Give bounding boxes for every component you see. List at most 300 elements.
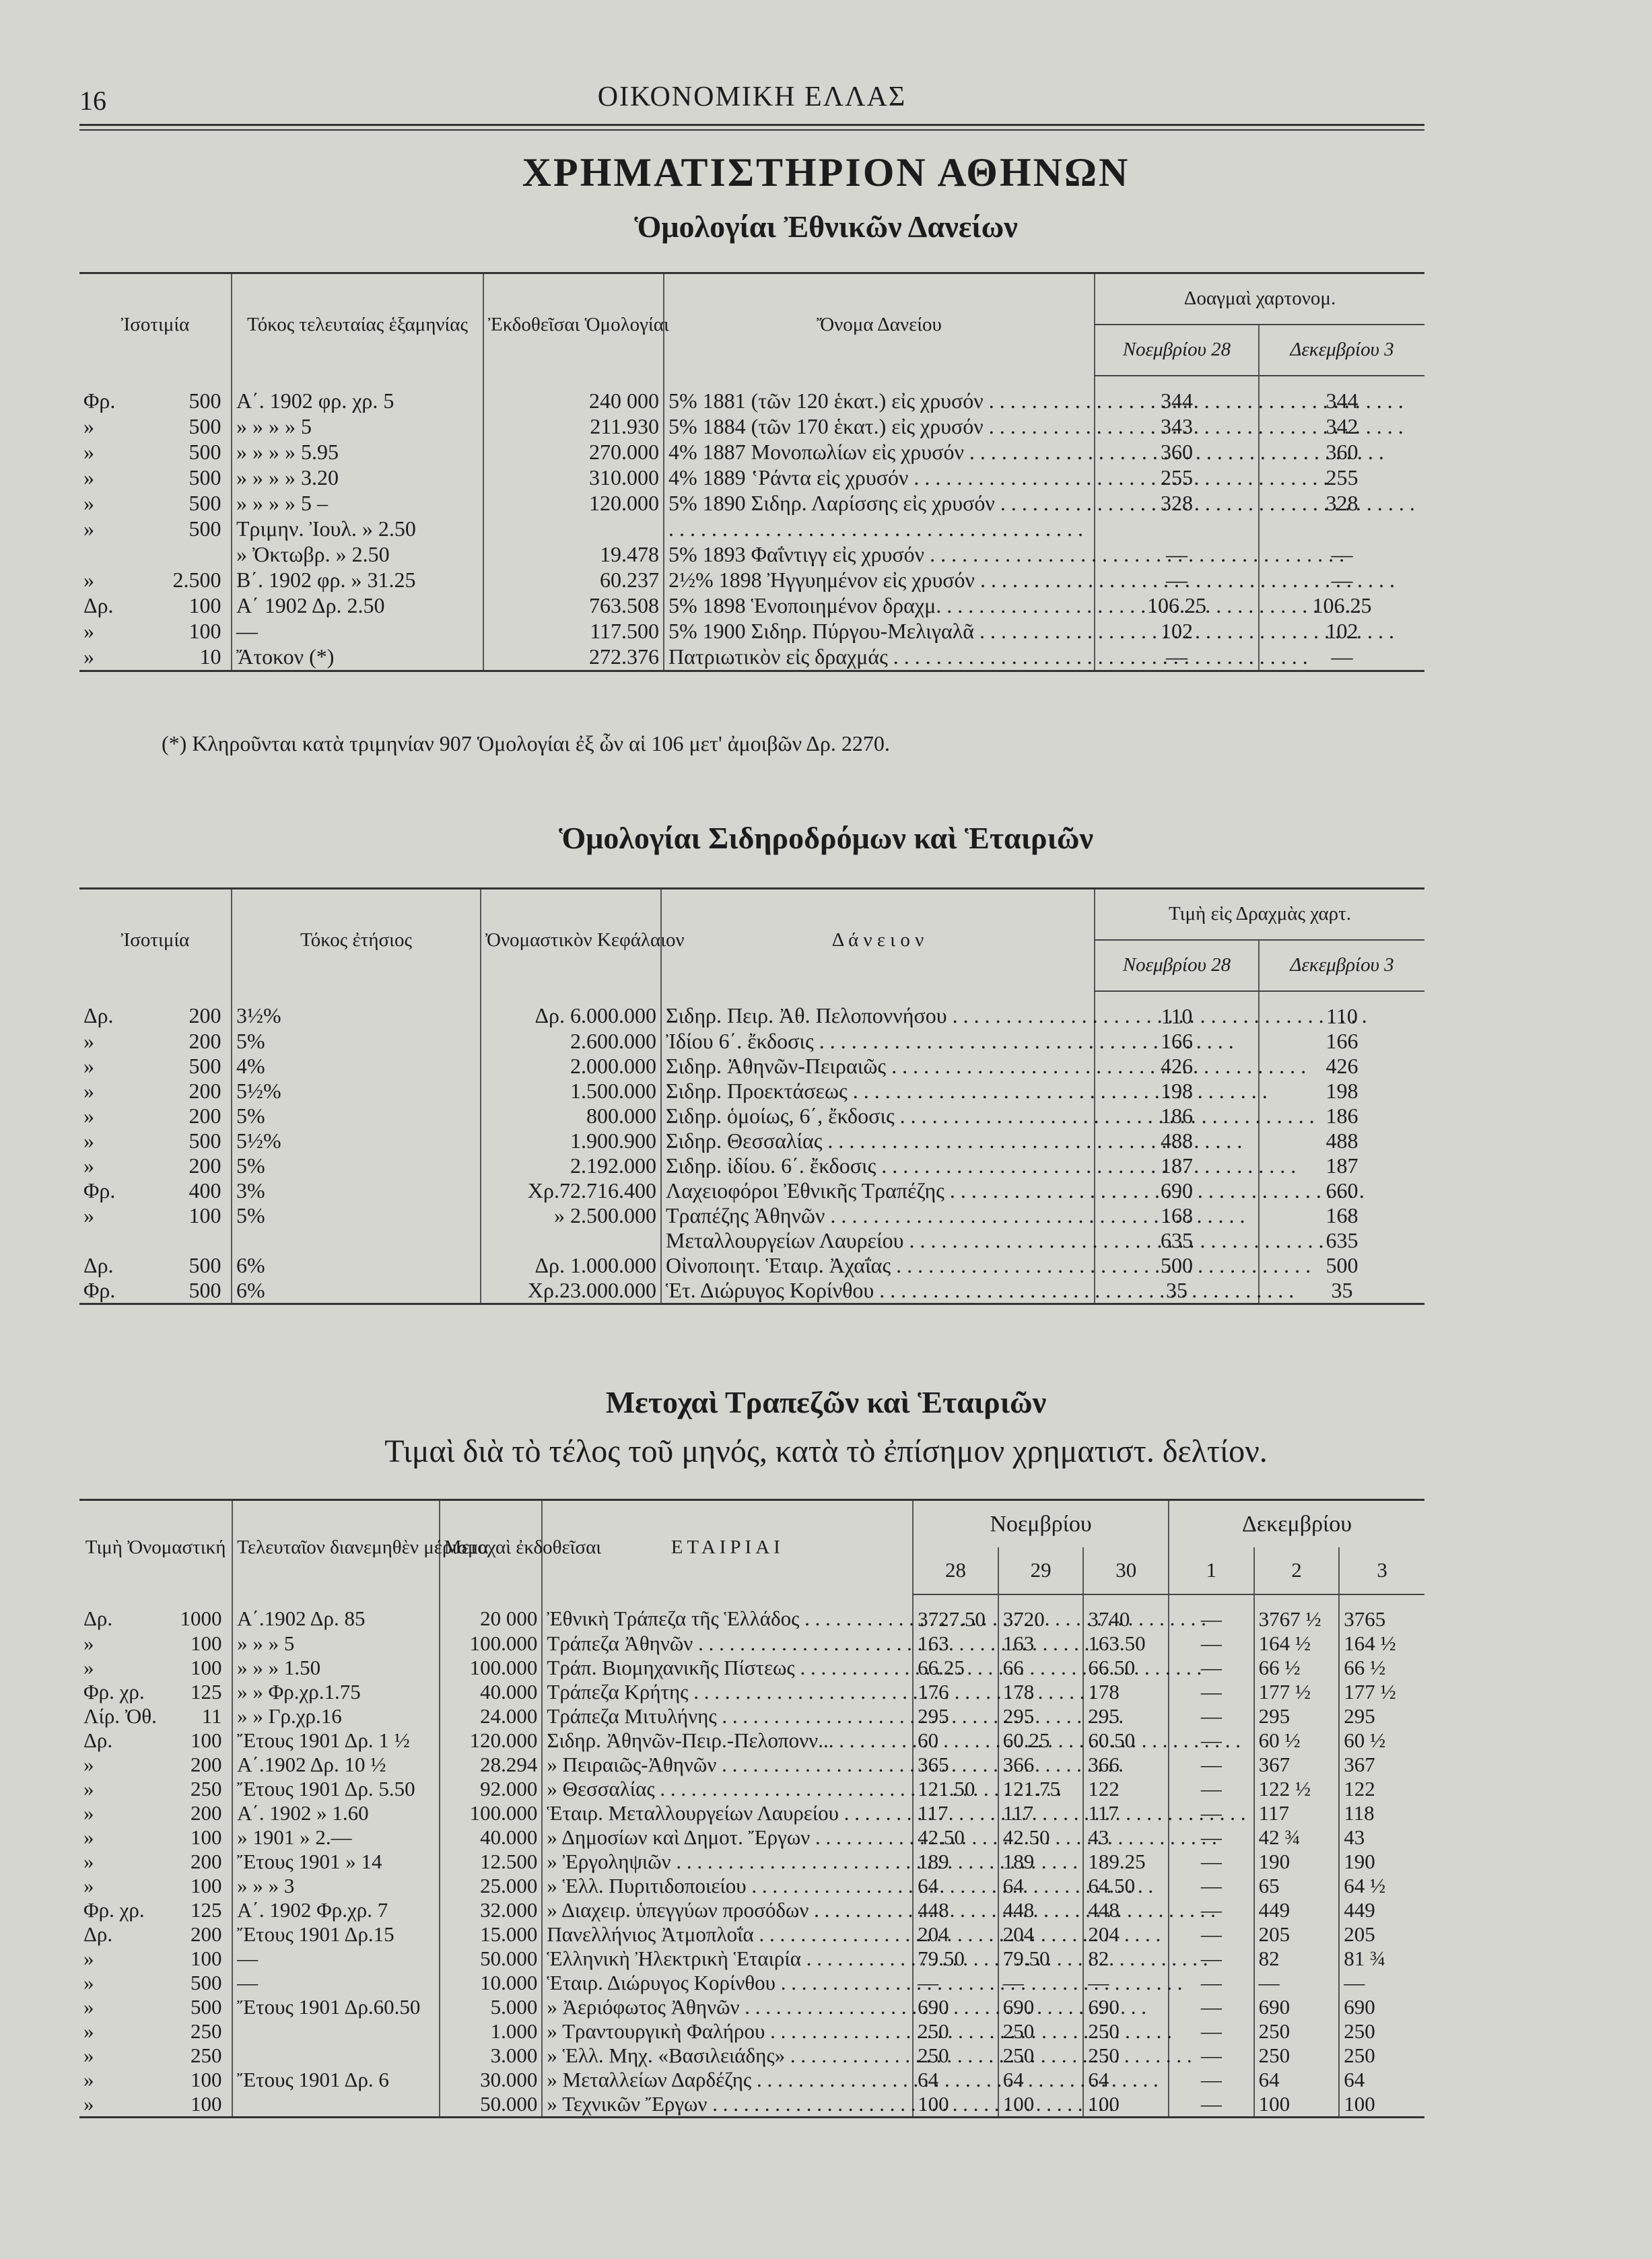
currency-label: » xyxy=(83,1873,94,1897)
par-label: 100 xyxy=(191,1631,222,1655)
coupon-cell: » » » » 5 – xyxy=(232,491,483,516)
par-label: 200 xyxy=(188,1153,221,1178)
nov30-cell: 690 xyxy=(1083,1995,1169,2019)
col-dec: Δεκεμβρίου 3 xyxy=(1259,940,1424,991)
dec3-cell: 100 xyxy=(1339,2092,1424,2118)
rate-cell: 5% xyxy=(232,1104,481,1128)
dec2-cell: 205 xyxy=(1254,1922,1340,1947)
company-name-cell: » Μεταλλείων Δαρδέζης . . . xyxy=(542,2068,913,2092)
loan-name-cell: 5% 1890 Σιδηρ. Λαρίσσης εἰς χρυσόν . . . xyxy=(664,491,1095,516)
nov30-cell: 3740 xyxy=(1083,1594,1169,1631)
nov-price-cell: 168 xyxy=(1095,1203,1259,1228)
par-label: 200 xyxy=(188,1003,221,1027)
company-name-cell: Ἑλληνικὴ Ἠλεκτρικὴ Ἑταιρία . . . xyxy=(542,1947,913,1971)
company-name-cell: » Δημοσίων καὶ Δημοτ. Ἔργων . . . xyxy=(542,1825,913,1850)
par-value-cell xyxy=(79,1850,232,1874)
table-row xyxy=(79,1922,1424,1947)
company-name-cell: » Θεσσαλίας . . . xyxy=(542,1777,913,1801)
loan-name-cell xyxy=(664,516,1095,542)
par-label: 1000 xyxy=(180,1607,222,1630)
table-row xyxy=(79,644,1424,671)
dec-price-cell: 102 xyxy=(1259,619,1424,644)
loan-name-cell: Σιδηρ. ὁμοίως, 6΄, ἔκδοσις . . . xyxy=(661,1104,1095,1128)
table-row xyxy=(79,1656,1424,1680)
dec3-cell: 81 ¾ xyxy=(1339,1947,1424,1971)
par-label: 250 xyxy=(191,2043,222,2067)
dec1-cell: — xyxy=(1169,1898,1254,1922)
dividend-cell xyxy=(232,2019,440,2044)
nov-price-cell: — xyxy=(1095,568,1259,593)
dec1-cell: — xyxy=(1169,1971,1254,1995)
nov28-cell: 79.50 xyxy=(913,1947,998,1971)
currency-label: » xyxy=(83,1849,94,1873)
table-row xyxy=(79,1874,1424,1898)
nov30-cell: 250 xyxy=(1083,2044,1169,2068)
dec3-cell: 690 xyxy=(1339,1995,1424,2019)
dec2-cell: 42 ¾ xyxy=(1254,1825,1340,1850)
table-row xyxy=(79,1728,1424,1753)
par-value-cell xyxy=(79,2044,232,2068)
currency-label: » xyxy=(83,1776,94,1800)
dec3-cell: 250 xyxy=(1339,2019,1424,2044)
table-row xyxy=(79,1228,1424,1253)
dec-price-cell: 255 xyxy=(1259,465,1424,491)
table-row xyxy=(79,1995,1424,2019)
nov30-cell: 43 xyxy=(1083,1825,1169,1850)
issued-cell: 270.000 xyxy=(483,440,664,465)
nov30-cell: 122 xyxy=(1083,1777,1169,1801)
dec3-cell: 43 xyxy=(1339,1825,1424,1850)
table-row xyxy=(79,414,1424,440)
dec2-cell: 449 xyxy=(1254,1898,1340,1922)
coupon-cell: — xyxy=(232,619,483,644)
dividend-cell: Α΄. 1902 Φρ.χρ. 7 xyxy=(232,1898,440,1922)
currency-label: » xyxy=(83,2019,94,2043)
table-row xyxy=(79,1753,1424,1777)
capital-cell: Χρ.72.716.400 xyxy=(481,1178,661,1203)
nov28-cell: 117 xyxy=(913,1801,998,1825)
dec1-cell: — xyxy=(1169,1825,1254,1850)
dividend-cell: » » » 5 xyxy=(232,1631,440,1656)
par-value-cell xyxy=(79,1825,232,1850)
table-row xyxy=(79,1203,1424,1228)
dec1-cell: — xyxy=(1169,2019,1254,2044)
par-value-cell xyxy=(79,542,232,568)
loan-name-cell: 2½% 1898 Ἠγγυημένον εἰς χρυσόν . . . xyxy=(664,568,1095,593)
nov29-cell: 250 xyxy=(998,2019,1084,2044)
dec2-cell: 250 xyxy=(1254,2044,1340,2068)
currency-label: » xyxy=(83,2067,94,2091)
capital-cell: 2.192.000 xyxy=(481,1153,661,1178)
loan-name-cell: Σιδηρ. Πειρ. Ἀθ. Πελοποννήσου . . . xyxy=(661,991,1095,1029)
issued-cell: 117.500 xyxy=(483,619,664,644)
nov28-cell: 250 xyxy=(913,2019,998,2044)
col-par: Ἰσοτιμία xyxy=(121,929,190,951)
nov-price-cell: 426 xyxy=(1095,1054,1259,1079)
coupon-cell: » » » » 3.20 xyxy=(232,465,483,491)
dividend-cell: Ἔτους 1901 Δρ. 1 ½ xyxy=(232,1728,440,1753)
issued-cell: 19.478 xyxy=(483,542,664,568)
table-row xyxy=(79,1825,1424,1850)
dec-price-cell: 168 xyxy=(1259,1203,1424,1228)
dec1-cell: — xyxy=(1169,1656,1254,1680)
shares-cell: 32.000 xyxy=(440,1898,543,1922)
par-value-cell xyxy=(79,1128,232,1153)
company-name-cell: Ἐθνικὴ Τράπεζα τῆς Ἑλλάδος . . . xyxy=(542,1594,913,1631)
company-name-cell: » Ἀεριόφωτος Ἀθηνῶν . . . xyxy=(542,1995,913,2019)
dec-price-cell: 660 xyxy=(1259,1178,1424,1203)
par-label: 500 xyxy=(191,1994,222,2019)
nov28-cell: 176 xyxy=(913,1680,998,1704)
loan-name-cell: 5% 1900 Σιδηρ. Πύργου-Μελιγαλᾶ . . . xyxy=(664,619,1095,644)
rate-cell: 4% xyxy=(232,1054,481,1079)
par-label: 200 xyxy=(191,1849,222,1873)
col-day: 2 xyxy=(1254,1547,1340,1594)
dec2-cell: 690 xyxy=(1254,1995,1340,2019)
header-rule-second xyxy=(79,129,1424,131)
loan-name-cell: Σιδηρ. ἰδίου. 6΄. ἔκδοσις . . . xyxy=(661,1153,1095,1178)
issued-cell: 763.508 xyxy=(483,593,664,619)
dec-price-cell: 186 xyxy=(1259,1104,1424,1128)
dec3-cell: — xyxy=(1339,1971,1424,1995)
nov29-cell: — xyxy=(998,1971,1084,1995)
nov29-cell: 64 xyxy=(998,2068,1084,2092)
nov30-cell: 250 xyxy=(1083,2019,1169,2044)
dec2-cell: 367 xyxy=(1254,1753,1340,1777)
par-label: 2.500 xyxy=(172,568,221,592)
shares-cell: 5.000 xyxy=(440,1995,543,2019)
nov-price-cell: 106.25 xyxy=(1095,593,1259,619)
dividend-cell: » 1901 » 2.— xyxy=(232,1825,440,1850)
nov-price-cell: 110 xyxy=(1095,991,1259,1029)
table-row xyxy=(79,1971,1424,1995)
loan-name-cell: Πατριωτικὸν εἰς δραχμάς . . . xyxy=(664,644,1095,671)
loan-name-cell: Ἑτ. Διώρυγος Κορίνθου . . . xyxy=(661,1278,1095,1304)
nov-price-cell: 35 xyxy=(1095,1278,1259,1304)
par-label: 500 xyxy=(188,1053,221,1078)
table-row xyxy=(79,1128,1424,1153)
dec2-cell: 295 xyxy=(1254,1704,1340,1728)
currency-label: » xyxy=(83,1752,94,1776)
shares-cell: 12.500 xyxy=(440,1850,543,1874)
dividend-cell: Α΄.1902 Δρ. 85 xyxy=(232,1594,440,1631)
nov28-cell: 66.25 xyxy=(913,1656,998,1680)
capital-cell: 2.600.000 xyxy=(481,1029,661,1054)
main-title: ΧΡΗΜΑΤΙΣΤΗΡΙΟΝ ΑΘΗΝΩΝ xyxy=(522,150,1130,195)
company-name-cell: Ἑταιρ. Διώρυγος Κορίνθου . . . xyxy=(542,1971,913,1995)
company-name-cell: » Πειραιῶς-Ἀθηνῶν . . . xyxy=(542,1753,913,1777)
par-label: 500 xyxy=(191,1970,222,1994)
par-value-cell xyxy=(79,1631,232,1656)
dec3-cell: 295 xyxy=(1339,1704,1424,1728)
table-row xyxy=(79,542,1424,568)
table-row xyxy=(79,1801,1424,1825)
nov29-cell: 178 xyxy=(998,1680,1084,1704)
dec2-cell: 164 ½ xyxy=(1254,1631,1340,1656)
nov29-cell: 66 xyxy=(998,1656,1084,1680)
col-group-dec: Δεκεμβρίου xyxy=(1169,1500,1424,1547)
table-row xyxy=(79,440,1424,465)
table-row xyxy=(79,568,1424,593)
table-row xyxy=(79,619,1424,644)
par-label: 100 xyxy=(191,1655,222,1679)
currency-label: » xyxy=(83,1970,94,1994)
nov29-cell: 189 xyxy=(998,1850,1084,1874)
nov-price-cell: 187 xyxy=(1095,1153,1259,1178)
dec2-cell: 3767 ½ xyxy=(1254,1594,1340,1631)
nov-price-cell: 500 xyxy=(1095,1253,1259,1278)
par-value-cell xyxy=(79,1898,232,1922)
currency-label: » xyxy=(83,491,94,515)
issued-cell xyxy=(483,516,664,542)
company-name-cell: Σιδηρ. Ἀθηνῶν-Πειρ.-Πελοπονν... . . . xyxy=(542,1728,913,1753)
loan-name-cell: Λαχειοφόροι Ἐθνικῆς Τραπέζης . . . xyxy=(661,1178,1095,1203)
capital-cell: 1.900.900 xyxy=(481,1128,661,1153)
par-value-cell xyxy=(79,376,232,414)
dec2-cell: 60 ½ xyxy=(1254,1728,1340,1753)
table-row xyxy=(79,1704,1424,1728)
loan-name-cell: Τραπέζης Ἀθηνῶν . . . xyxy=(661,1203,1095,1228)
col-group-prices: Τιμὴ εἰς Δραχμὰς χαρτ. xyxy=(1095,889,1424,940)
issued-cell: 272.376 xyxy=(483,644,664,671)
dividend-cell: » » Φρ.χρ.1.75 xyxy=(232,1680,440,1704)
currency-label: » xyxy=(83,1825,94,1849)
shares-cell: 100.000 xyxy=(440,1631,543,1656)
dec1-cell: — xyxy=(1169,1922,1254,1947)
footnote: (*) Κληροῦνται κατὰ τριμηνίαν 907 Ὁμολογίαι ἐξ ὧν αἱ 106 μετ' ἀμοιβῶν Δρ. 2270. xyxy=(162,731,890,755)
dividend-cell: Ἔτους 1901 Δρ.60.50 xyxy=(232,1995,440,2019)
loan-name-cell: 5% 1893 Φαΐντιγγ εἰς χρυσόν . . . xyxy=(664,542,1095,568)
nov-price-cell: — xyxy=(1095,542,1259,568)
par-label: 10 xyxy=(199,644,221,669)
par-value-cell xyxy=(79,1704,232,1728)
dec-price-cell: 187 xyxy=(1259,1153,1424,1178)
dec-price-cell: 35 xyxy=(1259,1278,1424,1304)
table-row xyxy=(79,1594,1424,1631)
rate-cell: 6% xyxy=(232,1253,481,1278)
currency-label: » xyxy=(83,568,94,592)
table-row xyxy=(79,1680,1424,1704)
par-value-cell xyxy=(79,1753,232,1777)
col-day: 3 xyxy=(1339,1547,1424,1594)
col-loan-name: Ὄνομα Δανείου xyxy=(664,273,1095,376)
shares-cell: 28.294 xyxy=(440,1753,543,1777)
nov-price-cell: 344 xyxy=(1095,376,1259,414)
par-label: 200 xyxy=(191,1752,222,1776)
nov30-cell: 295 xyxy=(1083,1704,1169,1728)
par-value-cell xyxy=(79,516,232,542)
par-label: 11 xyxy=(201,1704,222,1728)
par-value-cell xyxy=(79,1995,232,2019)
par-label: 400 xyxy=(188,1178,221,1203)
par-value-cell xyxy=(79,593,232,619)
col-issued: Ἐκδοθεῖσαι Ὁμολογίαι xyxy=(483,273,664,376)
par-label: 200 xyxy=(191,1800,222,1825)
dec-price-cell: 342 xyxy=(1259,414,1424,440)
nov30-cell: 66.50 xyxy=(1083,1656,1169,1680)
nov29-cell: 3720 xyxy=(998,1594,1084,1631)
dec-price-cell: 198 xyxy=(1259,1079,1424,1104)
dec3-cell: 250 xyxy=(1339,2044,1424,2068)
shares-cell: 30.000 xyxy=(440,2068,543,2092)
dividend-cell xyxy=(232,2092,440,2118)
par-label: 500 xyxy=(188,491,221,515)
loan-name-cell: Σιδηρ. Θεσσαλίας . . . xyxy=(661,1128,1095,1153)
par-label: 500 xyxy=(188,1277,221,1302)
dividend-cell: Α΄.1902 Δρ. 10 ½ xyxy=(232,1753,440,1777)
nov30-cell: 448 xyxy=(1083,1898,1169,1922)
rate-cell: 5½% xyxy=(232,1128,481,1153)
dividend-cell: — xyxy=(232,1971,440,1995)
table-row xyxy=(79,2044,1424,2068)
dec-price-cell: 500 xyxy=(1259,1253,1424,1278)
currency-label: » xyxy=(83,1053,94,1078)
dividend-cell xyxy=(232,2044,440,2068)
dec2-cell: 122 ½ xyxy=(1254,1777,1340,1801)
dec3-cell: 205 xyxy=(1339,1922,1424,1947)
nov-price-cell: 328 xyxy=(1095,491,1259,516)
section1-title: Ὁμολογίαι Ἐθνικῶν Δανείων xyxy=(634,209,1018,244)
col-nov: Νοεμβρίου 28 xyxy=(1095,940,1259,991)
nov28-cell: 189 xyxy=(913,1850,998,1874)
col-group-prices: Δοαγμαὶ χαρτονομ. xyxy=(1095,273,1424,325)
table-row xyxy=(79,1631,1424,1656)
col-group-nov: Νοεμβρίου xyxy=(913,1500,1169,1547)
par-label: 100 xyxy=(191,1946,222,1970)
currency-label: » xyxy=(83,1128,94,1153)
col-companies: ΕΤΑΙΡΙΑΙ xyxy=(542,1500,913,1594)
table-row xyxy=(79,376,1424,414)
table-row xyxy=(79,1079,1424,1104)
shares-cell: 100.000 xyxy=(440,1656,543,1680)
dec2-cell: 66 ½ xyxy=(1254,1656,1340,1680)
nov28-cell: 121.50 xyxy=(913,1777,998,1801)
rate-cell: 5% xyxy=(232,1153,481,1178)
page-header xyxy=(79,73,1424,135)
dec1-cell: — xyxy=(1169,1680,1254,1704)
shares-cell: 24.000 xyxy=(440,1704,543,1728)
par-value-cell xyxy=(79,1594,232,1631)
par-value-cell xyxy=(79,1178,232,1203)
table-row xyxy=(79,593,1424,619)
nov-price-cell: 255 xyxy=(1095,465,1259,491)
nov30-cell: — xyxy=(1083,1971,1169,1995)
nov28-cell: 250 xyxy=(913,2044,998,2068)
dec1-cell: — xyxy=(1169,1947,1254,1971)
nov-price-cell: 102 xyxy=(1095,619,1259,644)
dec2-cell: — xyxy=(1254,1971,1340,1995)
nov30-cell: 366 xyxy=(1083,1753,1169,1777)
dec3-cell: 66 ½ xyxy=(1339,1656,1424,1680)
rate-cell: 5½% xyxy=(232,1079,481,1104)
nov-price-cell: 488 xyxy=(1095,1128,1259,1153)
table-row xyxy=(79,1104,1424,1128)
currency-label: Δρ. xyxy=(83,1252,114,1277)
par-label: 200 xyxy=(188,1028,221,1053)
shares-cell: 15.000 xyxy=(440,1922,543,1947)
loan-name-cell: 5% 1881 (τῶν 120 ἑκατ.) εἰς χρυσόν . . . xyxy=(664,376,1095,414)
shares-cell: 92.000 xyxy=(440,1777,543,1801)
shares-cell: 40.000 xyxy=(440,1825,543,1850)
dec1-cell: — xyxy=(1169,1850,1254,1874)
dec3-cell: 64 ½ xyxy=(1339,1874,1424,1898)
dividend-cell: » » » 3 xyxy=(232,1874,440,1898)
capital-cell: 1.500.000 xyxy=(481,1079,661,1104)
dec2-cell: 65 xyxy=(1254,1874,1340,1898)
company-name-cell: » Διαχειρ. ὑπεγγύων προσόδων . . . xyxy=(542,1898,913,1922)
loan-name-cell: 5% 1898 Ἑνοποιημένον δραχμ. . . . xyxy=(664,593,1095,619)
dec-price-cell: 344 xyxy=(1259,376,1424,414)
dec2-cell: 82 xyxy=(1254,1947,1340,1971)
shares-cell: 100.000 xyxy=(440,1801,543,1825)
capital-cell: 800.000 xyxy=(481,1104,661,1128)
par-value-cell xyxy=(79,1079,232,1104)
currency-label: » xyxy=(83,1946,94,1970)
currency-label: » xyxy=(83,644,94,669)
capital-cell: Χρ.23.000.000 xyxy=(481,1278,661,1304)
table-row xyxy=(79,991,1424,1029)
currency-label: » xyxy=(83,1800,94,1825)
par-value-cell xyxy=(79,1680,232,1704)
dec3-cell: 60 ½ xyxy=(1339,1728,1424,1753)
page-number: 16 xyxy=(79,86,106,116)
company-name-cell: » Ἑλλ. Πυριτιδοποιείου . . . xyxy=(542,1874,913,1898)
section2-title: Ὁμολογίαι Σιδηροδρόμων καὶ Ἑταιριῶν xyxy=(558,821,1094,855)
par-label: 500 xyxy=(188,516,221,541)
table-row xyxy=(79,1029,1424,1054)
capital-cell xyxy=(481,1228,661,1253)
par-value-cell xyxy=(79,1203,232,1228)
railway-bonds-table xyxy=(79,887,1424,1305)
par-value-cell xyxy=(79,1947,232,1971)
dec3-cell: 164 ½ xyxy=(1339,1631,1424,1656)
table-row xyxy=(79,1898,1424,1922)
dec2-cell: 250 xyxy=(1254,2019,1340,2044)
col-nominal: Τιμὴ Ὀνομαστική xyxy=(85,1536,226,1558)
rate-cell: 3% xyxy=(232,1178,481,1203)
nov-price-cell: 690 xyxy=(1095,1178,1259,1203)
rate-cell xyxy=(232,1228,481,1253)
dec-price-cell: 110 xyxy=(1259,991,1424,1029)
dec-price-cell: 426 xyxy=(1259,1054,1424,1079)
table-row xyxy=(79,1253,1424,1278)
par-value-cell xyxy=(79,1801,232,1825)
par-label: 100 xyxy=(191,1728,222,1752)
nov-price-cell: 198 xyxy=(1095,1079,1259,1104)
rate-cell: 5% xyxy=(232,1029,481,1054)
col-dec: Δεκεμβρίου 3 xyxy=(1259,325,1424,376)
dec-price-cell: 488 xyxy=(1259,1128,1424,1153)
nov28-cell: 64 xyxy=(913,2068,998,2092)
shares-table xyxy=(79,1499,1424,2118)
capital-cell: Δρ. 6.000.000 xyxy=(481,991,661,1029)
shares-cell: 20 000 xyxy=(440,1594,543,1631)
nov-price-cell xyxy=(1095,516,1259,542)
rate-cell: 5% xyxy=(232,1203,481,1228)
nov28-cell: 3727.50 xyxy=(913,1594,998,1631)
company-name-cell: Τράπεζα Ἀθηνῶν . . . xyxy=(542,1631,913,1656)
issued-cell: 120.000 xyxy=(483,491,664,516)
currency-label: Φρ. χρ. xyxy=(83,1897,145,1922)
loan-name-cell: 4% 1887 Μονοπωλίων εἰς χρυσόν . . . xyxy=(664,440,1095,465)
nov28-cell: 100 xyxy=(913,2092,998,2118)
nov29-cell: 79.50 xyxy=(998,1947,1084,1971)
currency-label: » xyxy=(83,1103,94,1128)
coupon-cell: » » » » 5 xyxy=(232,414,483,440)
col-par: Ἰσοτιμία xyxy=(121,313,190,335)
par-label: 500 xyxy=(188,440,221,464)
currency-label: Λίρ. Ὀθ. xyxy=(83,1704,157,1728)
